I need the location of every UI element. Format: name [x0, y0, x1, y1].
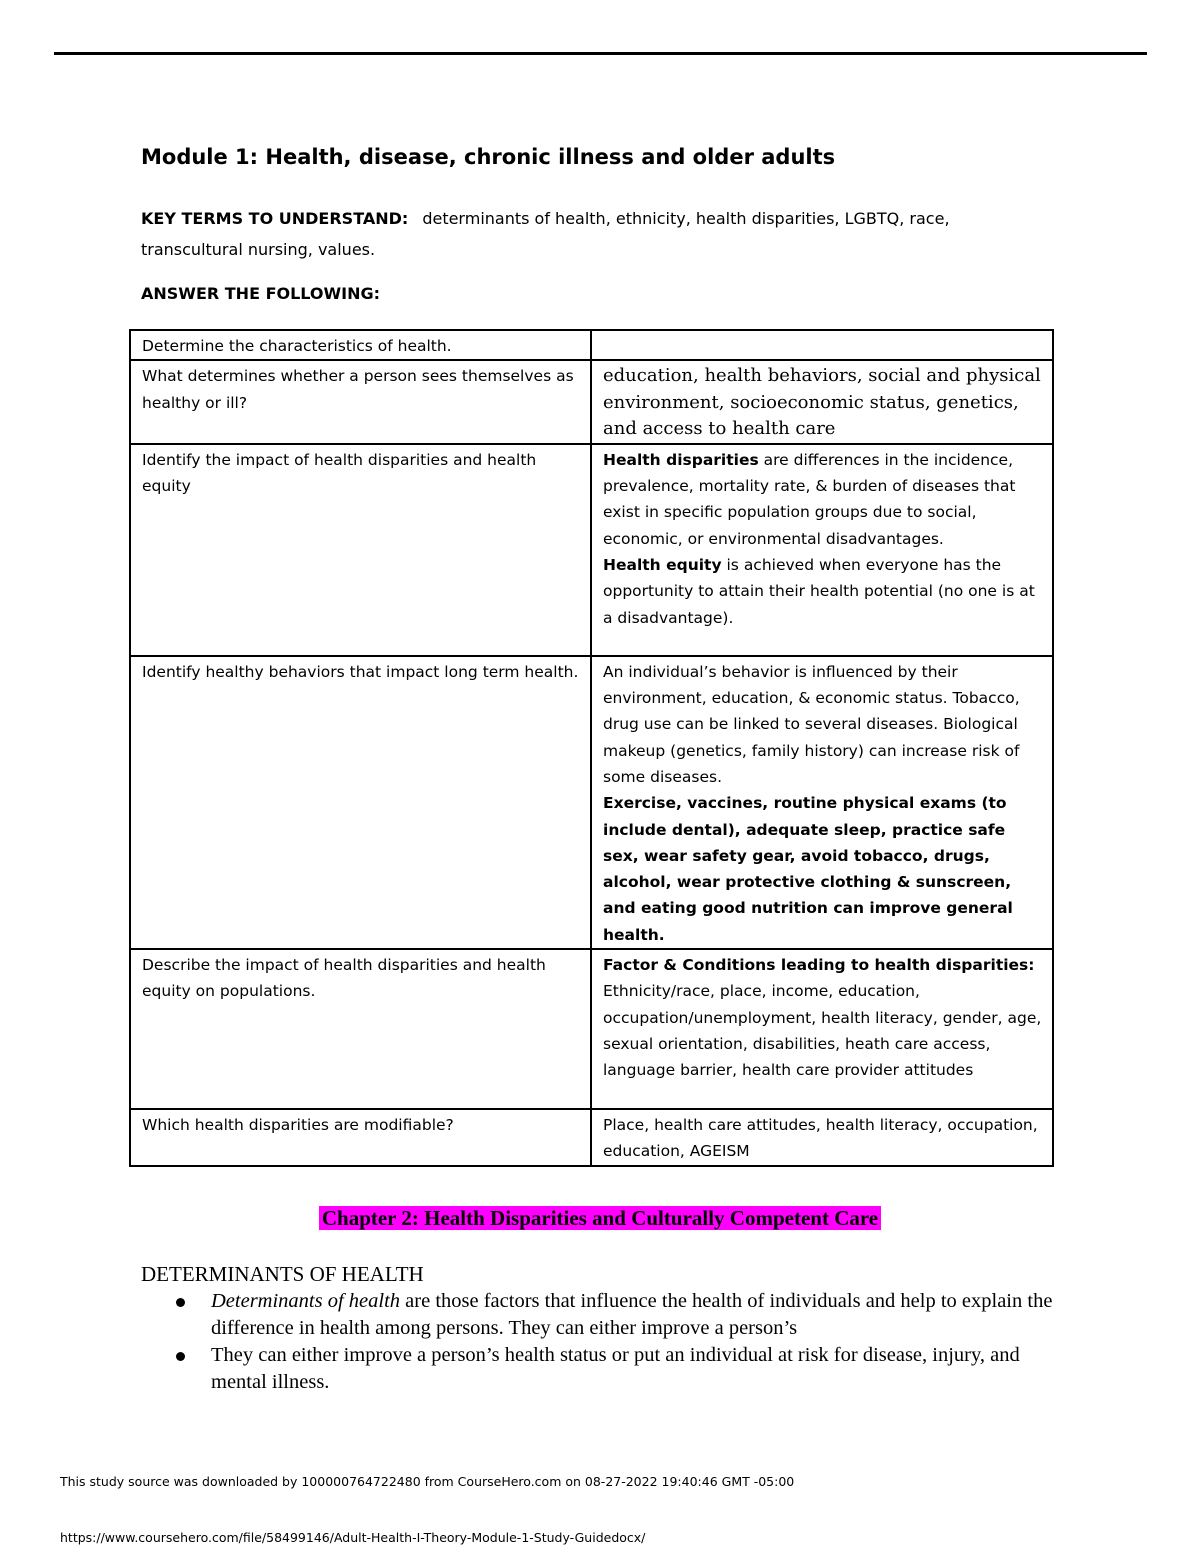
answer-cell: Place, health care attitudes, health literacy, occupation, education, AGEISM [591, 1109, 1053, 1166]
list-item [141, 1288, 1061, 1342]
bullet-list [141, 1288, 1061, 1396]
answer-text: is achieved when everyone has the opportunity to attain their health potential (no one is at a disadvantage). [603, 555, 1035, 627]
table-row [130, 444, 1053, 656]
bullet-icon [176, 1352, 185, 1361]
question-cell: What determines whether a person sees themselves as healthy or ill? [130, 360, 591, 444]
answer-text: An individual’s behavior is influenced by their environment, education, & economic status. Tobacco, drug use can be linked to several diseases. Biological makeup (genetics, family history) can increase risk of some diseases. [603, 662, 1020, 786]
key-terms-text: determinants of health, ethnicity, health disparities, LGBTQ, race, transcultural nursing, values. [141, 209, 950, 259]
bullet-text: are those factors that influence the health of individuals and help to explain the difference in health among persons. They can either improve a person’s [211, 1290, 1053, 1339]
answer-text: Ethnicity/race, place, income, education, occupation/unemployment, health literacy, gender, age, sexual orientation, disabilities, heath care access, language barrier, health care provider attitudes [603, 982, 1042, 1080]
answer-text-bold: Exercise, vaccines, routine physical exams (to include dental), adequate sleep, practice safe sex, wear safety gear, avoid tobacco, drugs, alcohol, wear protective clothing & sunscreen, and eating good nutrition can improve general health. [603, 794, 1013, 944]
source-url[interactable]: https://www.coursehero.com/file/58499146/Adult-Health-I-Theory-Module-1-Study-Guidedocx/ [60, 1530, 646, 1545]
section-heading: DETERMINANTS OF HEALTH [141, 1262, 424, 1286]
question-cell: Identify the impact of health disparities and health equity [130, 444, 591, 656]
qa-table [129, 329, 1054, 1167]
answer-text-bold: Factor & Conditions leading to health disparities: [603, 956, 1035, 975]
document-title: Module 1: Health, disease, chronic illness and older adults [141, 145, 836, 169]
answer-cell [591, 949, 1053, 1109]
question-cell: Identify healthy behaviors that impact long term health. [130, 656, 591, 949]
chapter-title-highlight: Chapter 2: Health Disparities and Culturally Competent Care [319, 1206, 881, 1230]
list-item [141, 1342, 1061, 1396]
question-cell: Which health disparities are modifiable? [130, 1109, 591, 1166]
table-row [130, 330, 1053, 360]
answer-cell [591, 330, 1053, 360]
chapter-title [0, 1206, 1200, 1231]
question-cell: Determine the characteristics of health. [130, 330, 591, 360]
download-note: This study source was downloaded by 100000764722480 from CourseHero.com on 08-27-2022 19:40:46 GMT -05:00 [60, 1474, 795, 1489]
bullet-icon [176, 1298, 185, 1307]
key-terms [141, 203, 1041, 265]
key-terms-label: KEY TERMS TO UNDERSTAND: [141, 209, 409, 228]
bullet-text: They can either improve a person’s health status or put an individual at risk for disease, injury, and mental illness. [211, 1344, 1020, 1393]
table-row [130, 949, 1053, 1109]
table-row [130, 360, 1053, 444]
answer-cell [591, 656, 1053, 949]
answer-term-bold: Health disparities [603, 450, 759, 469]
question-cell: Describe the impact of health disparities and health equity on populations. [130, 949, 591, 1109]
answer-term-bold: Health equity [603, 555, 722, 574]
answer-cell [591, 444, 1053, 656]
bullet-term-italic: Determinants of health [211, 1290, 401, 1312]
table-row [130, 656, 1053, 949]
table-row [130, 1109, 1053, 1166]
answer-heading: ANSWER THE FOLLOWING: [141, 284, 381, 303]
answer-cell: education, health behaviors, social and physical environment, socioeconomic status, genetics, and access to health care [591, 360, 1053, 444]
answer-text: are differences in the incidence, prevalence, mortality rate, & burden of diseases that exist in specific population groups due to social, economic, or environmental disadvantages. [603, 450, 1016, 548]
top-rule [54, 52, 1147, 55]
